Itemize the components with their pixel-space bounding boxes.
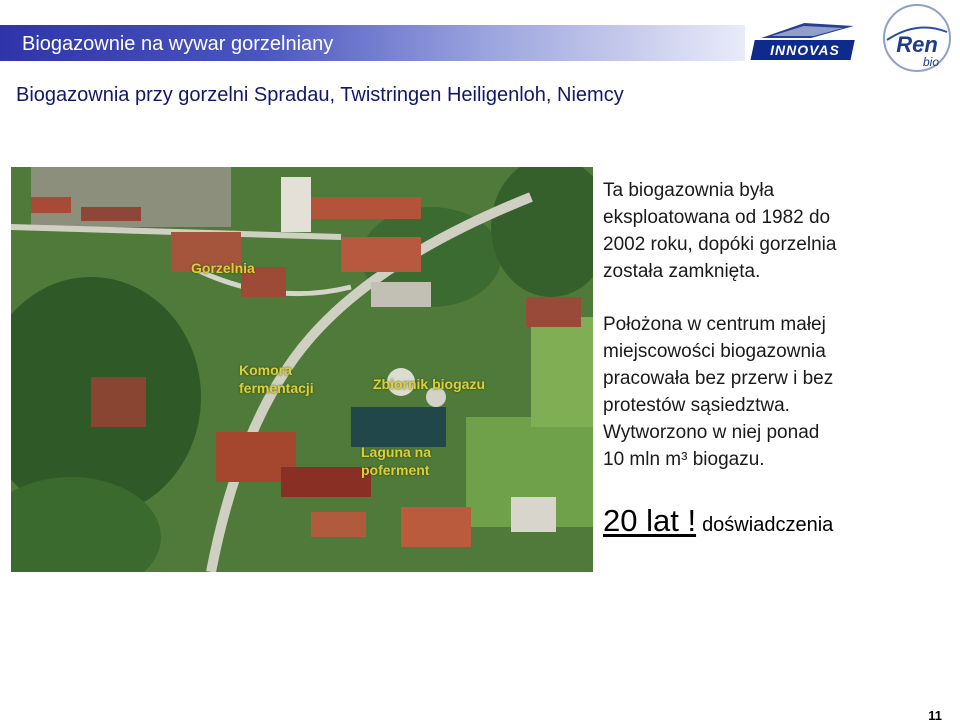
slide-header-title: Biogazownie na wywar gorzelniany bbox=[22, 33, 334, 55]
label-laguna-line2: poferment bbox=[361, 462, 430, 478]
text-line: 10 mln m³ biogazu. bbox=[603, 449, 765, 470]
years-count: 20 lat ! bbox=[603, 503, 697, 538]
text-line: Ta biogazownia była bbox=[603, 180, 775, 201]
text-line: została zamknięta. bbox=[603, 261, 761, 282]
text-line: miejscowości biogazownia bbox=[603, 341, 826, 362]
renbio-logo bbox=[877, 2, 957, 74]
text-line: pracowała bez przerw i bez bbox=[603, 368, 834, 389]
page-number: 11 bbox=[928, 708, 942, 723]
text-line: Wytworzono w niej ponad bbox=[603, 422, 820, 443]
innovas-logo bbox=[745, 20, 865, 62]
experience-highlight bbox=[603, 503, 833, 539]
renbio-logo-subtext: bio bbox=[922, 55, 940, 69]
text-line: 2002 roku, dopóki gorzelnia bbox=[603, 234, 837, 255]
paragraph-location bbox=[603, 311, 953, 473]
innovas-logo-text: INNOVAS bbox=[770, 42, 840, 58]
years-label: doświadczenia bbox=[702, 514, 834, 536]
label-gorzelnia: Gorzelnia bbox=[191, 260, 255, 276]
text-line: protestów sąsiedztwa. bbox=[603, 395, 790, 416]
text-line: eksploatowana od 1982 do bbox=[603, 207, 831, 228]
slide-subtitle: Biogazownia przy gorzelni Spradau, Twistringen Heiligenloh, Niemcy bbox=[16, 84, 624, 106]
text-line: Położona w centrum małej bbox=[603, 314, 826, 335]
label-komora-line1: Komora bbox=[239, 362, 292, 378]
renbio-logo-text: Ren bbox=[896, 32, 938, 57]
label-laguna-line1: Laguna na bbox=[361, 444, 432, 460]
aerial-photo bbox=[11, 167, 593, 572]
label-zbiornik: Zbiornik biogazu bbox=[373, 376, 485, 392]
paragraph-history bbox=[603, 177, 933, 285]
label-komora-line2: fermentacji bbox=[239, 380, 314, 396]
